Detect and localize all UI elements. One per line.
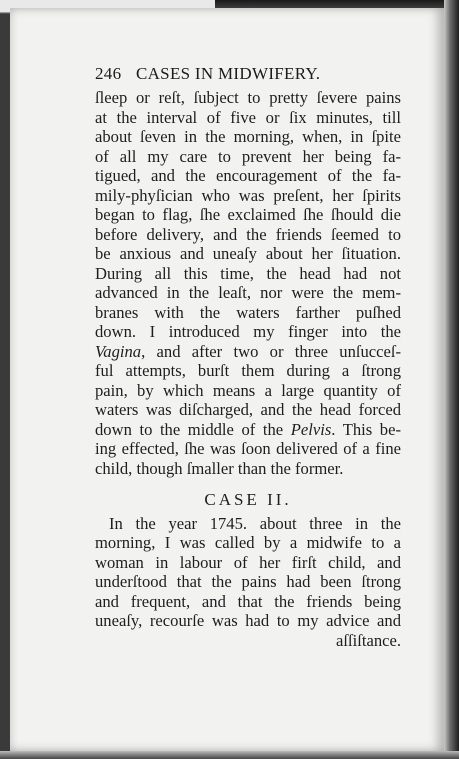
text-line: advanced in the leaſt, nor were the mem- (95, 283, 401, 302)
text-line: be anxious and uneaſy about her ſituation. (95, 244, 401, 263)
text-line: branes with the waters farther puſhed (95, 302, 401, 322)
text-line: ſleep or reſt, ſubject to pretty ſevere pains (95, 88, 401, 107)
body-text (95, 88, 401, 650)
text-line: down to the middle of the Pelvis. This be- (95, 419, 401, 439)
page-number: 246 (95, 64, 122, 83)
book-fore-edge (444, 0, 459, 759)
text-line: underſtood that the pains had been ſtrong (95, 572, 401, 591)
text-line: woman in labour of her firſt child, and (95, 552, 401, 572)
text-line: In the year 1745. about three in the (109, 513, 401, 533)
text-line: uneaſy, recourſe was had to my advice and (95, 611, 401, 630)
text-line: aſſiſtance. (336, 630, 401, 650)
running-title: CASES IN MIDWIFERY. (135, 64, 321, 83)
text-line: down. I introduced my finger into the (95, 322, 401, 341)
text-line: tigued, and the encouragement of the fa- (95, 166, 401, 185)
text-line: ing effected, ſhe was ſoon delivered of a fine (95, 439, 401, 458)
text-line: Vagina, and after two or three unſucceſ- (95, 341, 401, 361)
text-line: at the interval of five or ſix minutes, till (95, 107, 401, 127)
running-head (95, 64, 365, 84)
text-line: and frequent, and that the friends being (95, 591, 401, 611)
text-line: of all my care to prevent her being fa- (95, 146, 401, 166)
scan-bottom-edge (0, 751, 459, 759)
case-heading: CASE II. (204, 490, 292, 509)
text-line: waters was diſcharged, and the head forced (95, 400, 401, 419)
italic-term: Pelvis (290, 419, 332, 439)
text-line: ful attempts, burſt them during a ſtrong (95, 361, 401, 380)
italic-term: Vagina (95, 341, 142, 361)
text-line: before delivery, and the friends ſeemed to (95, 224, 401, 244)
text-line: child, though ſmaller than the former. (95, 458, 344, 478)
text-line: pain, by which means a large quantity of (95, 380, 401, 400)
text-line: began to flag, ſhe exclaimed ſhe ſhould die (95, 205, 401, 224)
text-line: During all this time, the head had not (95, 263, 401, 283)
text-line: about ſeven in the morning, when, in ſpite (95, 127, 401, 146)
text-line: mily-phyſician who was preſent, her ſpirits (95, 185, 401, 205)
text-line: morning, I was called by a midwife to a (95, 533, 401, 552)
